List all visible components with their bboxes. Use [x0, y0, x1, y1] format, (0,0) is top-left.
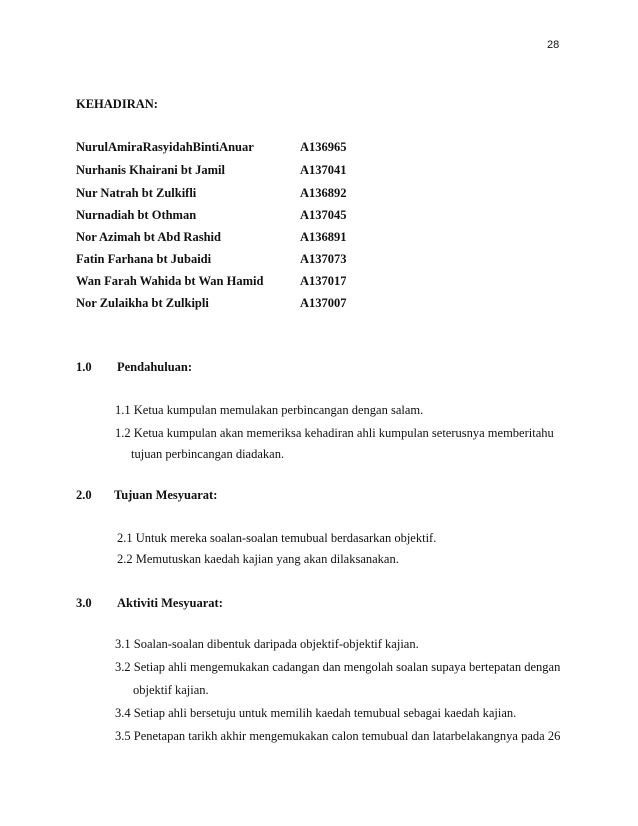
member-id: A137017 [300, 274, 347, 288]
member-name: Fatin Farhana bt Jubaidi [76, 252, 212, 266]
member-name: Nor Azimah bt Abd Rashid [76, 230, 221, 244]
member-name: Nurnadiah bt Othman [76, 208, 197, 222]
member-name: Wan Farah Wahida bt Wan Hamid [76, 274, 264, 288]
member-id: A136892 [300, 186, 347, 200]
attendance-heading: KEHADIRAN: [76, 97, 158, 111]
member-name: Nurhanis Khairani bt Jamil [76, 163, 225, 177]
member-id: A137045 [300, 208, 347, 222]
section-item-continuation: objektif kajian. [133, 683, 209, 697]
section-item: 1.2 Ketua kumpulan akan memeriksa kehadiran ahli kumpulan seterusnya memberitahu [115, 426, 554, 440]
section-title: Pendahuluan: [117, 360, 193, 374]
section-title: Aktiviti Mesyuarat: [117, 596, 223, 610]
section-number: 3.0 [76, 596, 92, 610]
section-item: 3.4 Setiap ahli bersetuju untuk memilih kaedah temubual sebagai kaedah kajian. [115, 706, 517, 720]
member-id: A136891 [300, 230, 347, 244]
member-name: Nor Zulaikha bt Zulkipli [76, 296, 209, 310]
member-id: A137041 [300, 163, 347, 177]
member-id: A137007 [300, 296, 347, 310]
section-number: 1.0 [76, 360, 92, 374]
section-item: 2.1 Untuk mereka soalan-soalan temubual berdasarkan objektif. [117, 531, 437, 545]
page-number: 28 [547, 39, 560, 51]
section-item: 1.1 Ketua kumpulan memulakan perbincangan dengan salam. [115, 403, 424, 417]
member-id: A136965 [300, 140, 347, 154]
member-id: A137073 [300, 252, 347, 266]
member-name: Nur Natrah bt Zulkifli [76, 186, 197, 200]
section-title: Tujuan Mesyuarat: [114, 488, 218, 502]
section-item-continuation: tujuan perbincangan diadakan. [131, 447, 285, 461]
member-name: NurulAmiraRasyidahBintiAnuar [76, 140, 254, 154]
section-item: 3.1 Soalan-soalan dibentuk daripada objektif-objektif kajian. [115, 637, 419, 651]
section-item: 3.5 Penetapan tarikh akhir mengemukakan calon temubual dan latarbelakangnya pada 26 [115, 729, 561, 743]
section-item: 2.2 Memutuskan kaedah kajian yang akan dilaksanakan. [117, 552, 399, 566]
section-number: 2.0 [76, 488, 92, 502]
section-item: 3.2 Setiap ahli mengemukakan cadangan dan mengolah soalan supaya bertepatan dengan [115, 660, 561, 674]
